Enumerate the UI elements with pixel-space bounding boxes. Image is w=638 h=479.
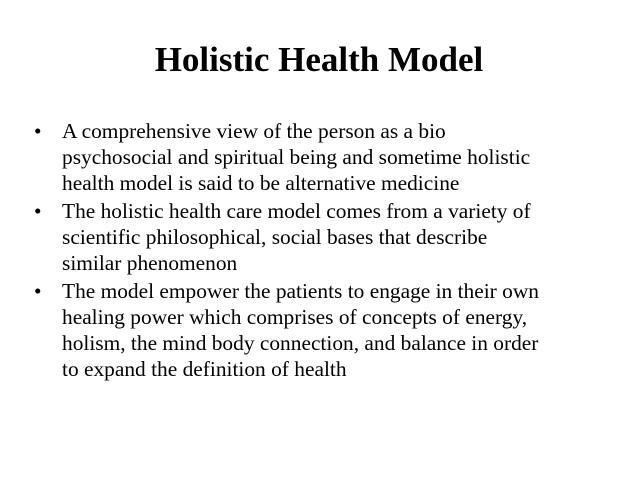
bullet-line: holism, the mind body connection, and balance in order (62, 331, 539, 355)
bullet-item (34, 198, 604, 276)
bullet-item (34, 278, 604, 382)
bullet-line: The holistic health care model comes from a variety of (62, 199, 531, 223)
bullet-line: The model empower the patients to engage in their own (62, 279, 539, 303)
bullet-line: A comprehensive view of the person as a bio (62, 119, 446, 143)
bullet-item (34, 118, 604, 196)
bullet-line: similar phenomenon (62, 251, 238, 275)
bullet-list (34, 118, 604, 384)
bullet-line: psychosocial and spiritual being and sometime holistic (62, 145, 531, 169)
bullet-dot-icon: • (34, 199, 42, 223)
bullet-line: health model is said to be alternative medicine (62, 171, 460, 195)
bullet-line: to expand the definition of health (62, 357, 347, 381)
slide-title: Holistic Health Model (154, 40, 484, 79)
bullet-dot-icon: • (34, 119, 42, 143)
bullet-line: scientific philosophical, social bases that describe (62, 225, 488, 249)
bullet-line: healing power which comprises of concepts of energy, (62, 305, 528, 329)
bullet-dot-icon: • (34, 279, 42, 303)
